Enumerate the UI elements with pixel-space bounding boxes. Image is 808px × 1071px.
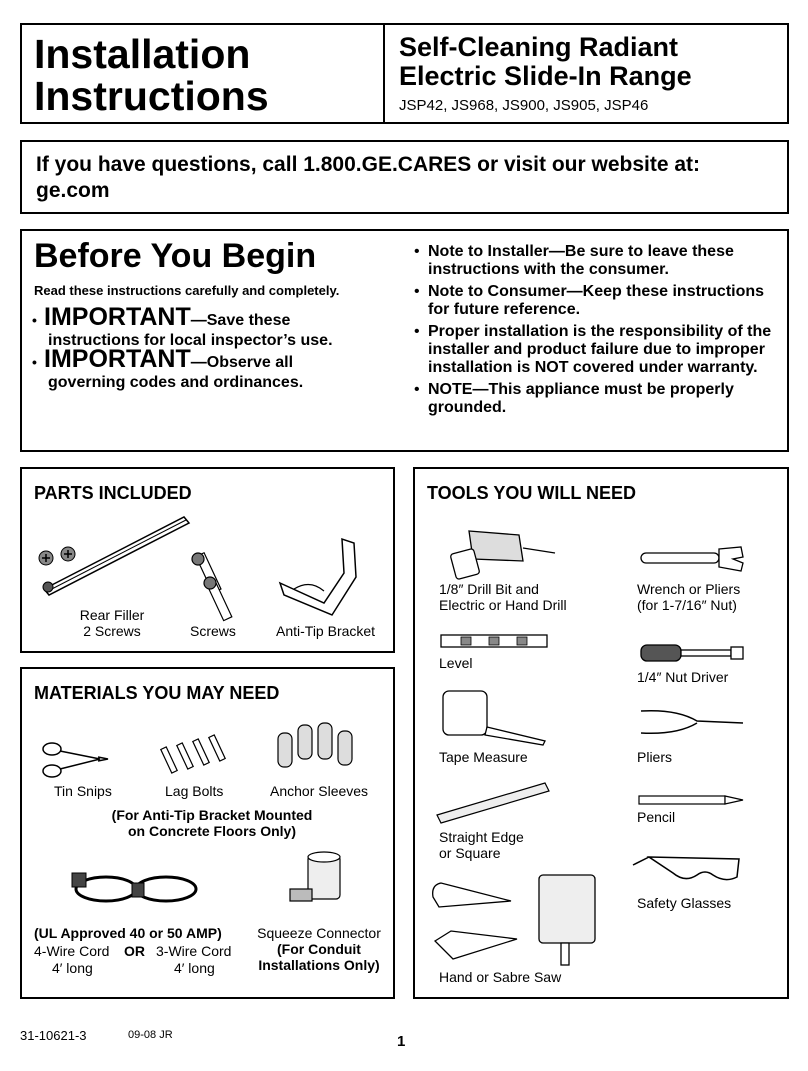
rear-filler-line-2: 2 Screws (83, 623, 141, 639)
before-you-begin-box (20, 229, 789, 452)
screw-icon (36, 543, 86, 573)
questions-box (20, 140, 789, 214)
pencil-label: Pencil (637, 809, 676, 825)
squeeze-connector-icon (284, 849, 354, 919)
important-word: IMPORTANT (44, 303, 191, 331)
level-label: Level (439, 655, 473, 671)
three-wire-length: 4′ long (174, 960, 215, 976)
concrete-note-line-2: on Concrete Floors Only) (127, 823, 296, 839)
safety-glasses-icon (629, 847, 749, 887)
rear-filler-label (62, 607, 162, 639)
title-box (20, 23, 385, 124)
page-number: 1 (397, 1033, 406, 1050)
rear-filler-line-1: Rear Filler (79, 607, 145, 623)
document-title (34, 33, 269, 117)
important-2: • IMPORTANT—Observe all governing codes and ordinances. (32, 349, 372, 393)
model-numbers: JSP42, JS968, JS900, JS905, JSP46 (399, 97, 649, 114)
product-line-1: Self-Cleaning Radiant (399, 32, 679, 62)
document-code: 31-10621-3 (20, 1028, 87, 1043)
safety-glasses-label: Safety Glasses (637, 895, 732, 911)
or-label: OR (124, 943, 145, 959)
wrench-label (637, 581, 740, 613)
wire-cord-icon (66, 859, 206, 919)
level-icon (439, 631, 549, 651)
ul-approved-note: (UL Approved 40 or 50 AMP) (34, 925, 222, 941)
drill-line-2: Electric or Hand Drill (439, 597, 567, 613)
title-line-2: Instructions (34, 73, 269, 119)
saw-label: Hand or Sabre Saw (439, 969, 562, 985)
three-wire-cord-label: 3-Wire Cord (156, 943, 232, 959)
lag-bolts-label: Lag Bolts (165, 783, 224, 799)
tape-measure-icon (439, 687, 549, 747)
anchor-sleeves-icon (272, 719, 362, 779)
materials-box (20, 667, 395, 999)
pencil-icon (637, 793, 747, 807)
product-name (399, 33, 692, 91)
note-consumer: • Note to Consumer—Keep these instructions for future reference. (412, 283, 782, 319)
document-date: 09-08 JR (128, 1029, 173, 1041)
read-note: Read these instructions carefully and completely. (34, 283, 340, 298)
title-line-1: Installation (34, 31, 251, 77)
tape-measure-label: Tape Measure (439, 749, 528, 765)
saw-icon (427, 861, 617, 971)
four-wire-cord-label: 4-Wire Cord (34, 943, 110, 959)
important-1-b: instructions for local inspector’s use. (48, 332, 333, 349)
anti-tip-bracket-icon (274, 533, 384, 623)
four-wire-length: 4′ long (52, 960, 93, 976)
important-2-b: governing codes and ordinances. (48, 374, 304, 391)
note-installer: • Note to Installer—Be sure to leave these instructions with the consumer. (412, 243, 782, 279)
wrench-icon (637, 543, 747, 573)
important-2-a: —Observe all (190, 354, 294, 371)
product-box (383, 23, 789, 124)
pliers-label: Pliers (637, 749, 673, 765)
concrete-note (82, 807, 342, 839)
wrench-line-1: Wrench or Pliers (637, 581, 741, 597)
important-1: • IMPORTANT—Save these instructions for local inspector’s use. (32, 307, 372, 351)
tools-title: TOOLS YOU WILL NEED (427, 483, 637, 503)
note-grounded: • NOTE—This appliance must be properly grounded. (412, 381, 782, 417)
squeeze-connector-label (250, 925, 388, 973)
anchor-sleeves-label: Anchor Sleeves (270, 783, 369, 799)
parts-included-box (20, 467, 395, 653)
drill-line-1: 1/8″ Drill Bit and (439, 581, 539, 597)
squeeze-connector-line: Squeeze Connector (257, 925, 381, 941)
pliers-icon (637, 705, 747, 739)
screws-label: Screws (190, 623, 236, 639)
product-line-2: Electric Slide-In Range (399, 61, 692, 91)
note-responsibility: • Proper installation is the responsibility of the installer and product failure due to improper installation is NOT covered under warranty. (412, 323, 782, 377)
concrete-note-line-1: (For Anti-Tip Bracket Mounted (111, 807, 313, 823)
tin-snips-label: Tin Snips (54, 783, 112, 799)
parts-title: PARTS INCLUDED (34, 483, 192, 503)
questions-text: If you have questions, call 1.800.GE.CARES or visit our website at: ge.com (36, 153, 701, 202)
straight-edge-line-1: Straight Edge (439, 829, 524, 845)
lag-bolts-icon (160, 733, 240, 778)
important-1-a: —Save these (190, 312, 291, 329)
notes-list (412, 243, 782, 421)
anti-tip-bracket-label: Anti-Tip Bracket (276, 623, 376, 639)
nut-driver-label: 1/4″ Nut Driver (637, 669, 729, 685)
materials-title: MATERIALS YOU MAY NEED (34, 683, 280, 703)
drill-label (439, 581, 567, 613)
conduit-line-2: Installations Only) (258, 957, 380, 973)
before-you-begin-title: Before You Begin (34, 237, 317, 275)
wrench-line-2: (for 1-7/16″ Nut) (637, 597, 737, 613)
straight-edge-label (439, 829, 524, 861)
important-word: IMPORTANT (44, 345, 191, 373)
drill-icon (439, 521, 559, 581)
tin-snips-icon (40, 737, 110, 782)
screws-icon (184, 549, 244, 629)
straight-edge-icon (433, 779, 553, 825)
straight-edge-line-2: or Square (439, 845, 501, 861)
tools-box (413, 467, 789, 999)
conduit-line-1: (For Conduit (277, 941, 361, 957)
nut-driver-icon (637, 641, 747, 665)
